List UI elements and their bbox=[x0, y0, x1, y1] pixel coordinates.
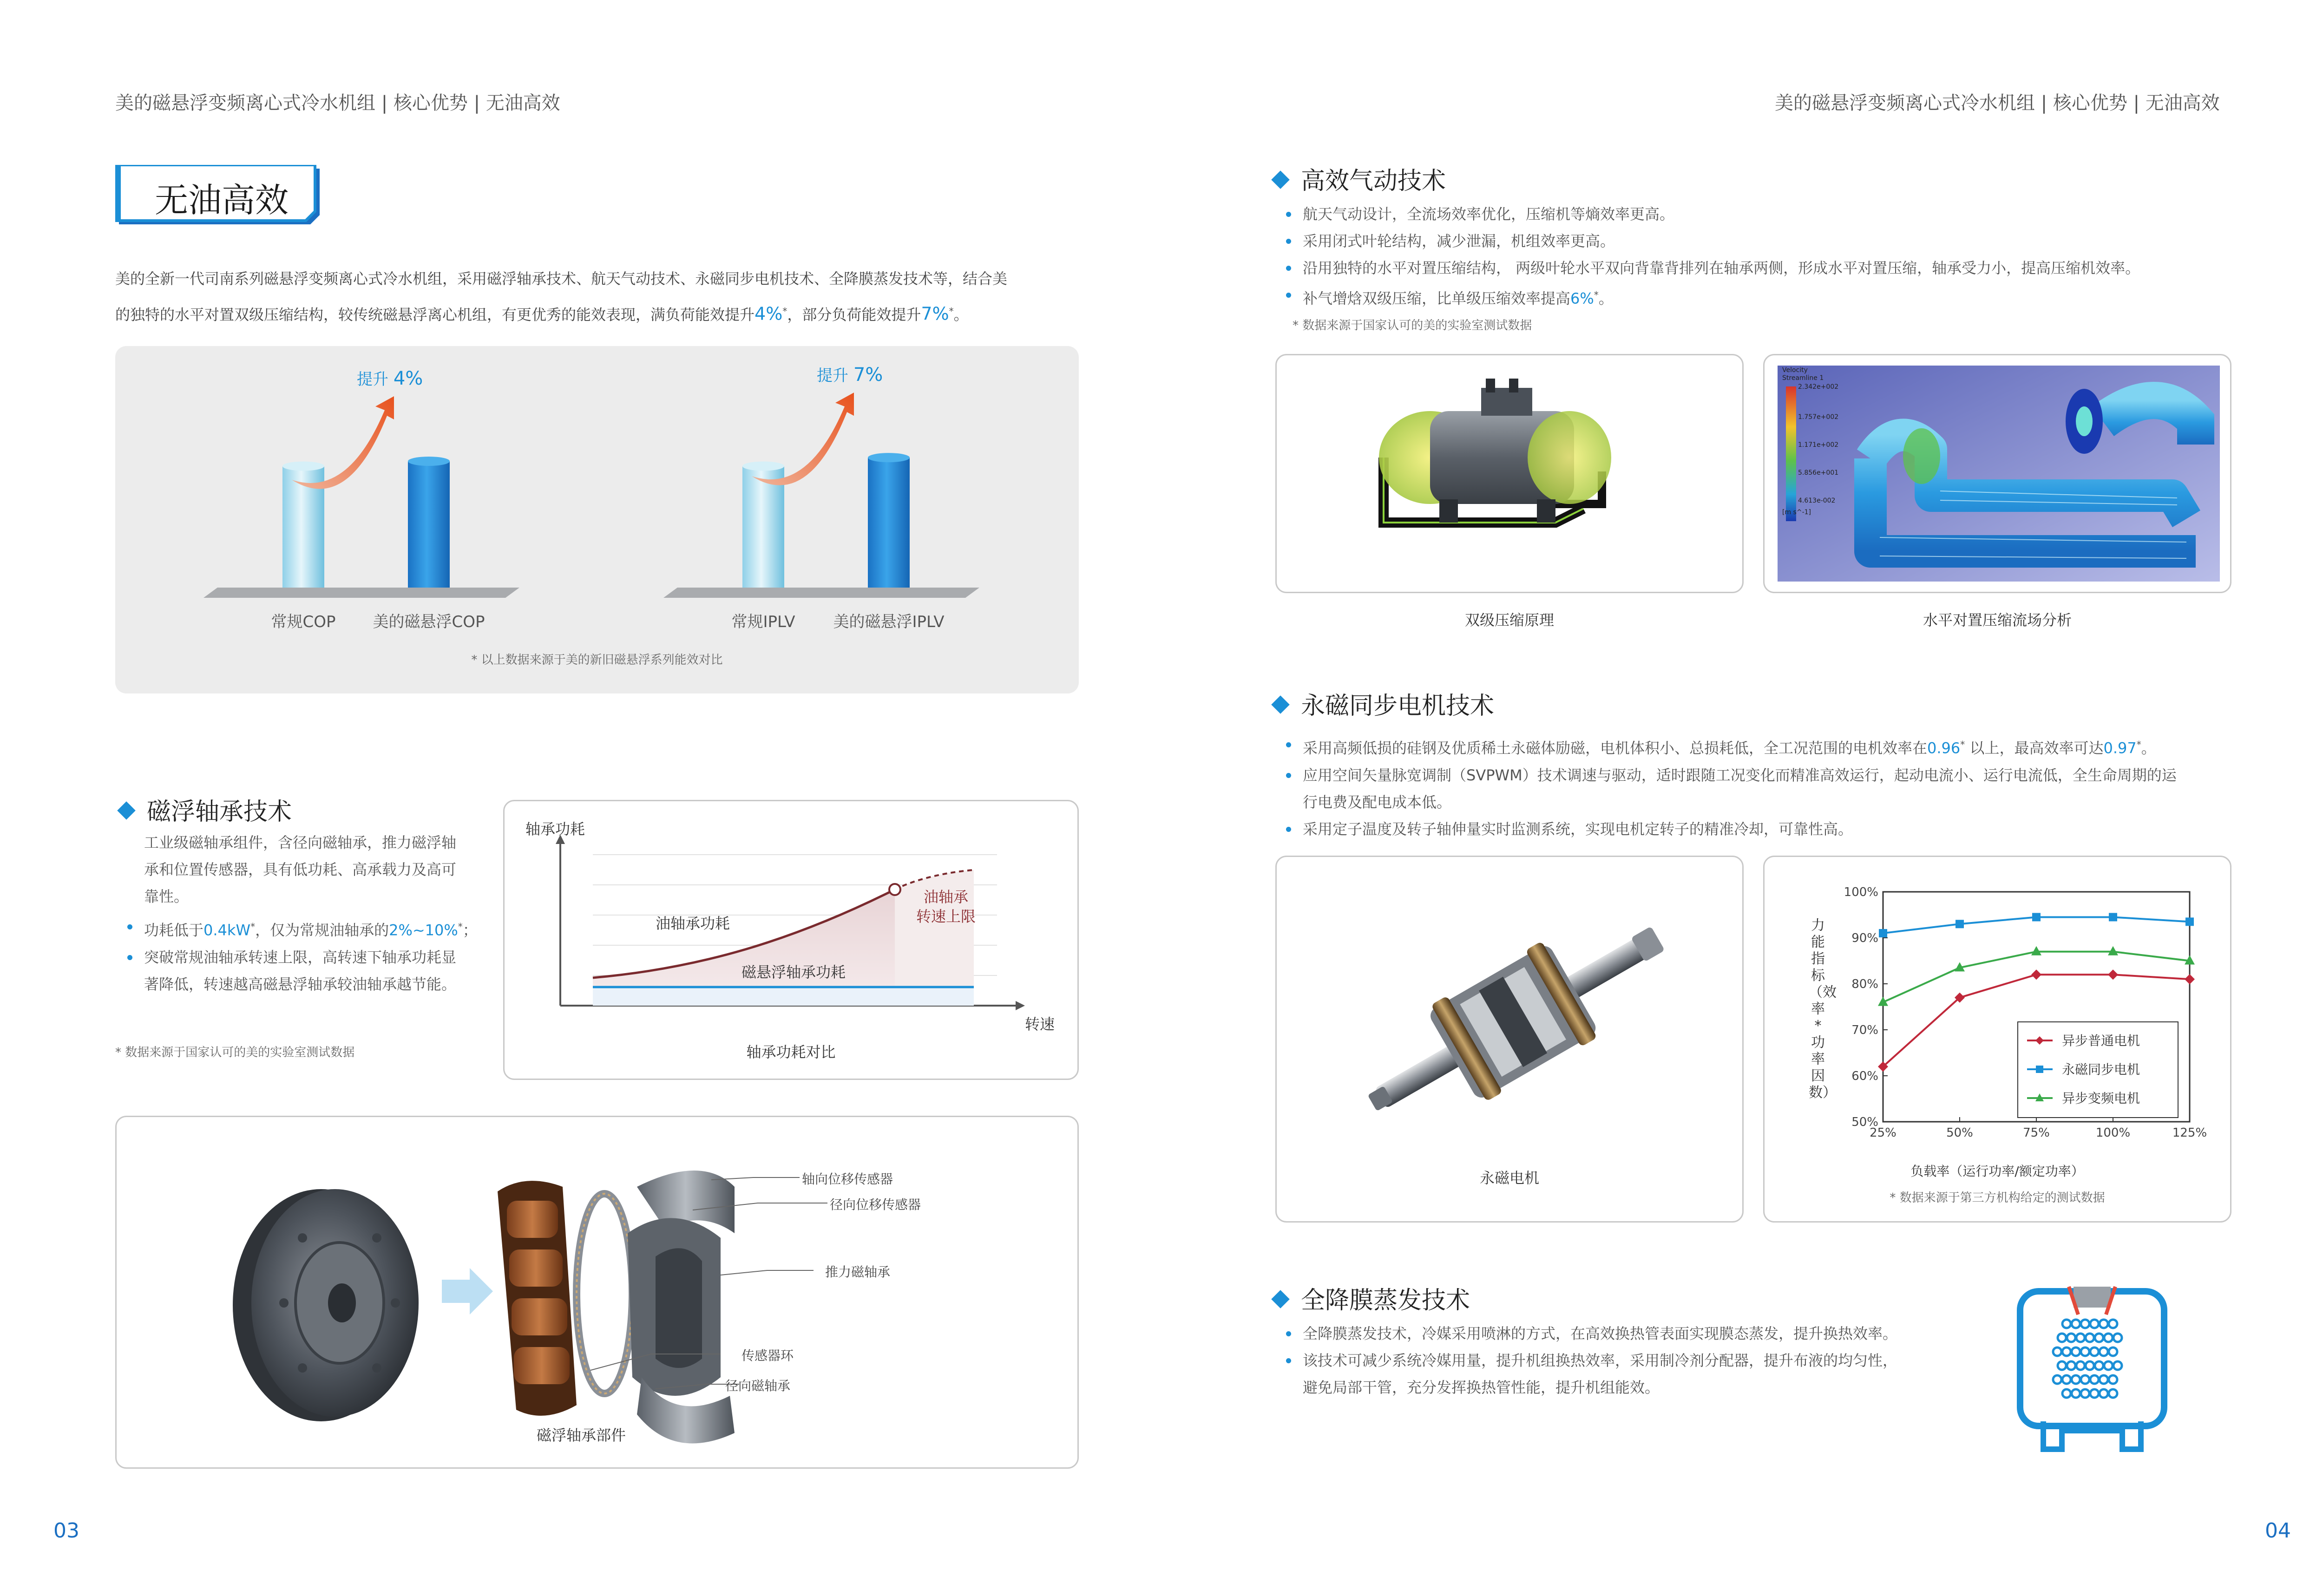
tube bbox=[2081, 1347, 2089, 1356]
tube bbox=[2053, 1347, 2061, 1356]
bearing-parts-illustration bbox=[117, 1117, 1077, 1467]
film-bullet-2: 该技术可减少系统冷媒用量，提升机组换热效率，采用制冷剂分配器，提升布液的均匀性， 避免局部干管，充分发挥换热管性能，提升机组能效。 bbox=[1286, 1347, 2252, 1401]
cop-chart bbox=[203, 368, 519, 631]
chart-note: * 以上数据来源于美的新旧磁悬浮系列能效对比 bbox=[471, 653, 723, 667]
tube bbox=[2100, 1320, 2108, 1328]
tube bbox=[2100, 1375, 2108, 1384]
y-tick-label: 70% bbox=[1851, 1023, 1878, 1037]
motor-chart-card bbox=[1763, 856, 2231, 1223]
cfd-legend-v3: 1.171e+002 bbox=[1798, 441, 1839, 449]
tube bbox=[2081, 1320, 2089, 1328]
tube bbox=[2113, 1334, 2122, 1342]
aero-bullet-1: 航天气动设计，全流场效率优化，压缩机等熵效率更高。 bbox=[1286, 201, 2252, 228]
x-tick-label: 25% bbox=[1870, 1126, 1896, 1140]
tube bbox=[2072, 1347, 2080, 1356]
tube bbox=[2100, 1347, 2108, 1356]
legend-label: 异步普通电机 bbox=[2062, 1033, 2140, 1048]
bearing-power-chart bbox=[505, 801, 1077, 1079]
tube bbox=[2095, 1334, 2103, 1342]
motor-image-card bbox=[1275, 856, 1744, 1223]
motor-chart-note: * 数据来源于第三方机构给定的测试数据 bbox=[1890, 1191, 2105, 1205]
motor-bullet-1: 采用高频低损的硅钢及优质稀土永磁体励磁，电机体积小、总损耗低，全工况范围的电机效率在0.96* 以上，最高效率可达0.97*。 bbox=[1286, 731, 2252, 762]
evaporator-diagram bbox=[2015, 1282, 2169, 1459]
bearing-desc-2: 承和位置传感器，具有低功耗、高承载力及高可 bbox=[144, 861, 457, 878]
motor-bullet-2: 应用空间矢量脉宽调制（SVPWM）技术调速与驱动，适时跟随工况变化而精准高效运行，起动电流小、运行电流低，全生命周期的运 行电费及配电成本低。 bbox=[1286, 762, 2252, 816]
tube bbox=[2113, 1361, 2122, 1370]
legend-label: 永磁同步电机 bbox=[2062, 1062, 2140, 1077]
cfd-image-card bbox=[1763, 354, 2231, 593]
x-tick-label: 100% bbox=[2095, 1126, 2131, 1140]
motor-caption: 永磁电机 bbox=[1479, 1169, 1539, 1187]
cfd-caption: 水平对置压缩流场分析 bbox=[1923, 611, 2072, 629]
tube bbox=[2109, 1375, 2117, 1384]
bar-label-1: 美的磁悬浮COP bbox=[373, 613, 485, 631]
motor-chart-ylabel: 力能指标（效率*功率因数） bbox=[1809, 917, 1837, 1101]
aero-note: * 数据来源于国家认可的美的实验室测试数据 bbox=[1293, 319, 1532, 333]
speed-limit-label: 油轴承 转速上限 bbox=[916, 888, 976, 925]
aero-bullet-4: 补气增焓双级压缩，比单级压缩效率提高6%*。 bbox=[1286, 281, 2252, 312]
tube bbox=[2095, 1361, 2103, 1370]
tube bbox=[2072, 1320, 2080, 1328]
part-label-2: 径向位移传感器 bbox=[830, 1197, 921, 1212]
data-point bbox=[1956, 920, 1964, 928]
bar-top-0 bbox=[282, 461, 324, 471]
tube bbox=[2090, 1320, 2099, 1328]
mag-bearing-label: 磁悬浮轴承功耗 bbox=[742, 963, 846, 981]
tube bbox=[2090, 1375, 2099, 1384]
bar-1 bbox=[868, 458, 910, 588]
part-label-4: 传感器环 bbox=[742, 1348, 794, 1363]
bar-label-0: 常规IPLV bbox=[731, 613, 795, 631]
bar-top-0 bbox=[742, 461, 784, 471]
bearing-bullets bbox=[127, 913, 508, 998]
legend-label: 异步变频电机 bbox=[2062, 1091, 2140, 1106]
bearing-chart-ylabel: 轴承功耗 bbox=[525, 820, 585, 838]
tube bbox=[2053, 1375, 2061, 1384]
tube bbox=[2062, 1389, 2071, 1398]
compressor-image-card bbox=[1275, 354, 1744, 593]
data-point bbox=[1879, 929, 1887, 937]
tube bbox=[2104, 1334, 2113, 1342]
y-tick-label: 100% bbox=[1844, 885, 1878, 899]
bearing-chart-caption: 轴承功耗对比 bbox=[746, 1043, 836, 1061]
efficiency-chart bbox=[115, 346, 1079, 693]
bearing-desc-3: 靠性。 bbox=[144, 888, 189, 905]
header-right: 美的磁悬浮变频离心式冷水机组 | 核心优势 | 无油高效 bbox=[1775, 92, 2220, 114]
intro-text bbox=[115, 262, 1082, 331]
tube bbox=[2072, 1389, 2080, 1398]
data-point bbox=[2032, 913, 2041, 921]
tube bbox=[2081, 1389, 2089, 1398]
motor-bullets bbox=[1286, 731, 2252, 843]
bearing-power-chart-card bbox=[503, 800, 1079, 1080]
motor-chart-xlabel: 负载率（运行功率/额定功率） bbox=[1910, 1164, 2084, 1179]
aero-section-title: 高效气动技术 bbox=[1274, 161, 1446, 196]
bearing-parts-card bbox=[115, 1116, 1079, 1469]
tube bbox=[2086, 1334, 2094, 1342]
bearing-section-title: 磁浮轴承技术 bbox=[120, 792, 292, 827]
bar-top-1 bbox=[408, 457, 450, 466]
tube bbox=[2100, 1389, 2108, 1398]
bar-top-1 bbox=[868, 453, 910, 462]
intro-line-2: 的独特的水平对置双级压缩结构，较传统磁悬浮离心机组，有更优秀的能效表现，满负荷能效提升4%*，部分负荷能效提升7%*。 bbox=[115, 303, 969, 324]
diamond-icon bbox=[117, 801, 136, 820]
x-tick-label: 125% bbox=[2172, 1126, 2207, 1140]
cfd-legend-v5: 4.613e-002 bbox=[1798, 497, 1836, 504]
iplv-chart bbox=[663, 364, 979, 631]
page-number-right: 04 bbox=[2265, 1519, 2291, 1543]
film-bullet-1: 全降膜蒸发技术，冷媒采用喷淋的方式，在高效换热管表面实现膜态蒸发，提升换热效率。 bbox=[1286, 1320, 2252, 1347]
tube bbox=[2109, 1320, 2117, 1328]
part-label-1: 轴向位移传感器 bbox=[802, 1171, 893, 1187]
bar-label-1: 美的磁悬浮IPLV bbox=[833, 613, 945, 631]
diamond-icon bbox=[1271, 695, 1290, 714]
tube bbox=[2062, 1320, 2071, 1328]
cfd-legend: Velocity Streamline 1 bbox=[1782, 366, 1824, 382]
tube bbox=[2090, 1389, 2099, 1398]
bearing-chart-xlabel: 转速 bbox=[1025, 1015, 1055, 1033]
cfd-legend-unit: [m s^-1] bbox=[1782, 509, 1811, 516]
diamond-icon bbox=[1271, 170, 1290, 189]
tube bbox=[2109, 1347, 2117, 1356]
bar-platform bbox=[203, 588, 519, 598]
tube bbox=[2058, 1334, 2066, 1342]
y-tick-label: 60% bbox=[1851, 1069, 1878, 1083]
tube bbox=[2076, 1361, 2085, 1370]
header-left: 美的磁悬浮变频离心式冷水机组 | 核心优势 | 无油高效 bbox=[115, 92, 560, 114]
tube bbox=[2090, 1347, 2099, 1356]
tube bbox=[2081, 1375, 2089, 1384]
tube bbox=[2072, 1375, 2080, 1384]
bar-label-0: 常规COP bbox=[271, 613, 336, 631]
bar-platform bbox=[663, 588, 979, 598]
film-section-title: 全降膜蒸发技术 bbox=[1274, 1281, 1470, 1315]
growth-annotation: 提升 4% bbox=[357, 368, 423, 389]
bearing-bullet-2: 突破常规油轴承转速上限，高转速下轴承功耗显 著降低，转速越高磁悬浮轴承较油轴承越节能。 bbox=[127, 944, 508, 998]
growth-annotation: 提升 7% bbox=[817, 364, 883, 386]
y-tick-label: 90% bbox=[1851, 931, 1878, 945]
tube bbox=[2086, 1361, 2094, 1370]
cfd-legend-v2: 1.757e+002 bbox=[1798, 413, 1839, 421]
cfd-legend-v4: 5.856e+001 bbox=[1798, 469, 1839, 477]
oil-bearing-label: 油轴承功耗 bbox=[656, 915, 730, 932]
aero-bullet-3: 沿用独特的水平对置压缩结构， 两级叶轮水平双向背靠背排列在轴承两侧，形成水平对置压缩，轴承受力小，提高压缩机效率。 bbox=[1286, 255, 2252, 281]
y-tick-label: 80% bbox=[1851, 977, 1878, 991]
parts-caption: 磁浮轴承部件 bbox=[536, 1426, 626, 1444]
part-label-3: 推力磁轴承 bbox=[825, 1264, 891, 1280]
compressor-illustration bbox=[1277, 355, 1742, 592]
intro-line-1: 美的全新一代司南系列磁悬浮变频离心式冷水机组，采用磁浮轴承技术、航天气动技术、永磁同步电机技术、全降膜蒸发技术等，结合美 bbox=[115, 270, 1008, 288]
efficiency-chart-panel bbox=[115, 346, 1079, 693]
x-tick-label: 75% bbox=[2023, 1126, 2050, 1140]
bar-1 bbox=[408, 461, 450, 588]
y-tick-label: 50% bbox=[1851, 1115, 1878, 1129]
data-point bbox=[2109, 913, 2117, 921]
tube bbox=[2109, 1389, 2117, 1398]
tube bbox=[2058, 1361, 2066, 1370]
compressor-caption: 双级压缩原理 bbox=[1464, 611, 1554, 629]
cfd-legend-v1: 2.342e+002 bbox=[1798, 383, 1839, 391]
bearing-text bbox=[144, 829, 497, 910]
page-number-left: 03 bbox=[53, 1519, 79, 1543]
diamond-icon bbox=[1271, 1290, 1290, 1308]
tube bbox=[2062, 1347, 2071, 1356]
aero-bullet-2: 采用闭式叶轮结构，减少泄漏，机组效率更高。 bbox=[1286, 228, 2252, 255]
tube bbox=[2076, 1334, 2085, 1342]
data-point bbox=[2185, 917, 2194, 926]
motor-bullet-3: 采用定子温度及转子轴伸量实时监测系统，实现电机定转子的精准冷却，可靠性高。 bbox=[1286, 816, 2252, 843]
bearing-note: * 数据来源于国家认可的美的实验室测试数据 bbox=[115, 1046, 355, 1060]
part-label-5: 径向磁轴承 bbox=[725, 1378, 791, 1393]
tube bbox=[2104, 1361, 2113, 1370]
tube bbox=[2067, 1361, 2075, 1370]
bearing-bullet-1: 功耗低于0.4kW*，仅为常规油轴承的2%~10%*； bbox=[127, 913, 508, 944]
x-tick-label: 50% bbox=[1946, 1126, 1973, 1140]
aero-bullets bbox=[1286, 201, 2252, 312]
legend-marker bbox=[2036, 1066, 2043, 1073]
title-badge bbox=[115, 165, 329, 230]
cfd-flow-illustration bbox=[1778, 366, 2220, 582]
page-title: 无油高效 bbox=[155, 181, 289, 220]
tube bbox=[2067, 1334, 2075, 1342]
bearing-desc-1: 工业级磁轴承组件，含径向磁轴承，推力磁浮轴 bbox=[144, 834, 457, 851]
motor-section-title: 永磁同步电机技术 bbox=[1274, 686, 1494, 721]
tube bbox=[2062, 1375, 2071, 1384]
